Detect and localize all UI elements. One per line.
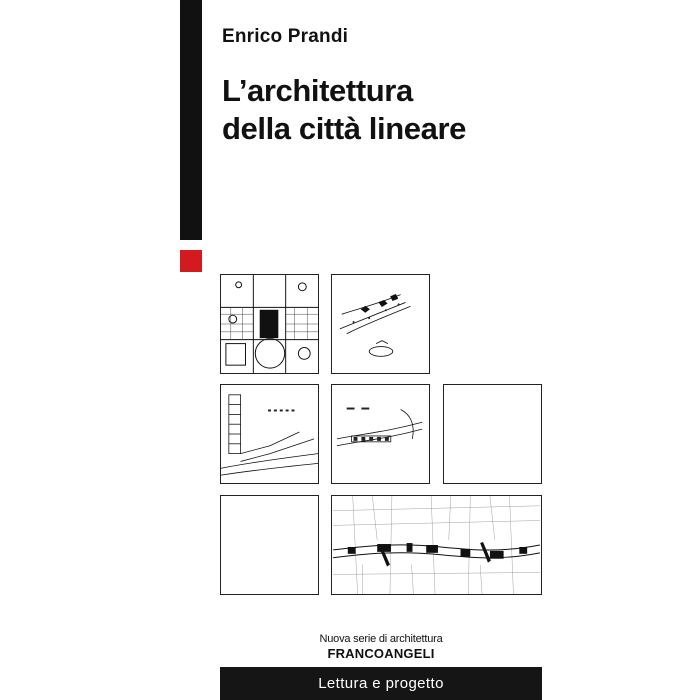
urban-map-image: [332, 496, 541, 594]
grid-plan-image: [221, 275, 318, 373]
publisher-name: FRANCOANGELI: [327, 646, 435, 661]
tower-perspective-drawing: [220, 384, 319, 484]
site-plan-sketch: [331, 274, 430, 374]
vertical-black-bar: [180, 0, 202, 240]
title-line-2: della città lineare: [222, 111, 466, 146]
collection-bar: [220, 667, 542, 700]
book-title: [222, 72, 466, 148]
tower-perspective-image: [221, 385, 318, 483]
linear-city-plan-drawing: [331, 384, 430, 484]
title-line-1: L’architettura: [222, 73, 413, 108]
collection-label: Lettura e progetto: [318, 675, 444, 692]
author-name: Enrico Prandi: [222, 26, 349, 47]
urban-map-drawing: [331, 495, 542, 595]
blank-panel-1: [443, 384, 542, 484]
series-name: Nuova serie di architettura: [319, 633, 443, 645]
site-plan-image: [332, 275, 429, 373]
linear-city-plan-image: [332, 385, 429, 483]
red-square-accent: [180, 250, 202, 272]
grid-plan-drawing: [220, 274, 319, 374]
blank-panel-2: [220, 495, 319, 595]
